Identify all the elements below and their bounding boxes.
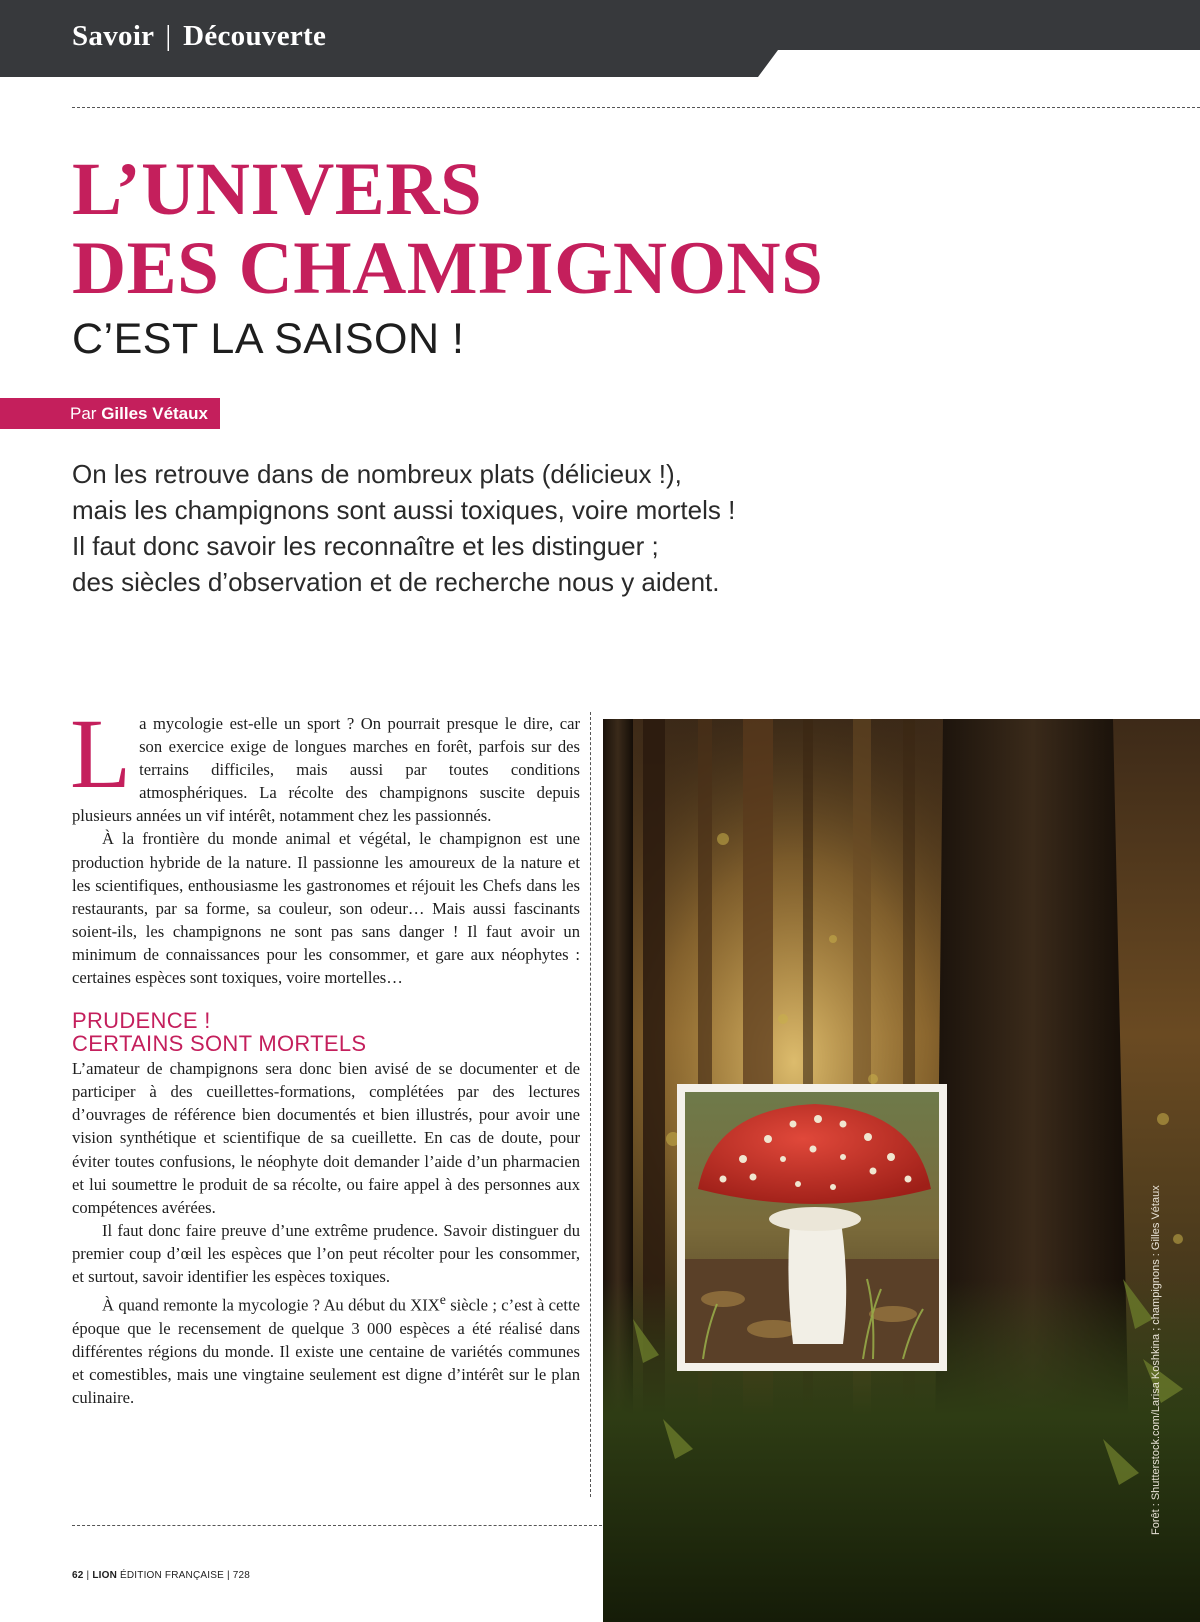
edition-name: ÉDITION FRANÇAISE xyxy=(119,1570,224,1581)
page-footer xyxy=(72,1570,250,1581)
mushroom-inset xyxy=(677,1084,947,1371)
body-paragraph: Il faut donc faire preuve d’une extrême prudence. Savoir distinguer du premier coup d’œil les espèces que l’on peut récolter pour les consommer, et surtout, savoir identifier les espèces toxiques. xyxy=(72,1220,580,1286)
body-paragraph: À la frontière du monde animal et végétal, le champignon est une production hybride de la nature. Il passionne les amoureux de la nature et les scientifiques, enthousiasme les gastronomes et réjouit les Chefs dans les restaurants, par sa forme, sa couleur, son odeur… Mais aussi fascinants soient-ils, les champignons ne sont pas sans danger ! Il faut avoir un minimum de connaissances pour les consommer, et gare aux néophytes : certaines espèces sont toxiques, voire mortelles… xyxy=(72,829,580,988)
footer-separator: | xyxy=(226,1570,230,1581)
drop-cap: L xyxy=(70,698,132,809)
lead-line: mais les champignons sont aussi toxiques, voire mortels ! xyxy=(72,495,736,525)
title-line-1: L’UNIVERS xyxy=(72,148,483,231)
section-header xyxy=(0,0,1200,77)
section-name: Savoir xyxy=(72,20,154,52)
title-line-2: DES CHAMPIGNONS xyxy=(72,227,824,310)
section-subheading xyxy=(72,1009,580,1055)
byline xyxy=(0,398,220,429)
top-divider xyxy=(72,107,1200,108)
section-separator: | xyxy=(165,20,172,52)
century-superscript: e xyxy=(439,1292,446,1308)
issue-number: 728 xyxy=(232,1570,251,1581)
byline-prefix: Par xyxy=(70,404,97,423)
author-name: Gilles Vétaux xyxy=(101,404,208,423)
lead-paragraph xyxy=(72,456,832,600)
article-body xyxy=(70,698,580,1409)
lead-line: On les retrouve dans de nombreux plats (délicieux !), xyxy=(72,459,682,489)
photo-credit-text: Forêt : Shutterstock.com/Larisa Koshkina ; champignons : Gilles Vétaux xyxy=(1150,1185,1162,1535)
footer-separator: | xyxy=(86,1570,90,1581)
article-title xyxy=(72,150,823,308)
subheading-line-1: PRUDENCE ! xyxy=(72,1008,211,1034)
lead-line: des siècles d’observation et de recherche nous y aident. xyxy=(72,567,720,597)
magazine-name: LION xyxy=(92,1570,117,1581)
forest-photo xyxy=(603,719,1200,1622)
para-text: À quand remonte la mycologie ? Au début du XIX xyxy=(102,1295,440,1315)
lead-line: Il faut donc savoir les reconnaître et les distinguer ; xyxy=(72,531,659,561)
subheading-line-2: CERTAINS SONT MORTELS xyxy=(72,1031,367,1057)
subsection-name: Découverte xyxy=(183,20,327,52)
body-paragraph: L’amateur de champignons sera donc bien avisé de se documenter et de participer à des cueillettes-formations, complétées par des lectures d’ouvrages de référence bien documentés et bien illustrés, pour avoir une vision synthétique et scientifique de sa cueillette. En cas de doute, pour éviter toutes confusions, le néophyte doit demander l’aide d’un pharmacien et lui soumettre le produit de sa récolte, ou faire appel à des personnes aux compétences avérées. xyxy=(72,1059,580,1217)
column-divider xyxy=(590,712,591,1497)
bottom-divider xyxy=(72,1525,602,1526)
body-paragraph xyxy=(72,1288,580,1409)
article-subtitle: C’EST LA SAISON ! xyxy=(72,315,465,363)
section-label xyxy=(72,20,326,53)
forest-illustration xyxy=(603,719,1200,1622)
para-text: siècle ; c’est à cette époque que le recensement de quelque 3 000 espèces a été réalisé dans différentes régions du monde. Il existe une centaine de variétés communes et comestibles, mais une vingtaine seulement est digne d’intérêt sur le plan culinaire. xyxy=(72,1295,580,1407)
page-number: 62 xyxy=(72,1570,84,1581)
body-paragraph: a mycologie est-elle un sport ? On pourrait presque le dire, car son exercice exige de longues marches en forêt, parfois sur des terrains difficiles, mais aussi par toutes conditions atmosphériques. La récolte des champignons suscite depuis plusieurs années un vif intérêt, notamment chez les passionnés. xyxy=(72,714,580,826)
